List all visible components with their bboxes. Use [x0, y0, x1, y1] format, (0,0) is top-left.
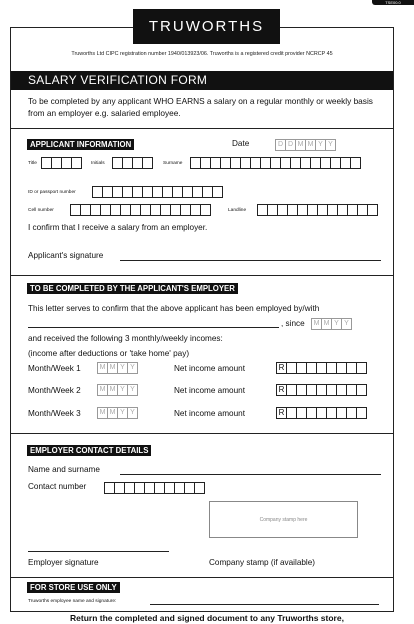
char-box[interactable]: M [311, 318, 322, 330]
intro-text: To be completed by any applicant WHO EARNS a salary on a regular monthly or weekly basis from an employer e.g. salaried employee. [28, 96, 373, 118]
store-employee-label: Truworths employee name and signature: [28, 599, 117, 604]
char-box[interactable] [212, 186, 223, 198]
char-box[interactable]: Y [117, 362, 128, 374]
net-income-boxes[interactable] [276, 407, 367, 419]
section-divider [10, 577, 394, 578]
month-week-label: Month/Week 3 [28, 409, 81, 418]
id-number-field[interactable] [92, 186, 223, 198]
company-stamp-box: Company stamp here [209, 501, 358, 538]
char-box[interactable] [356, 362, 367, 374]
applicant-signature-label: Applicant's signature [28, 251, 104, 260]
net-income-label: Net income amount [174, 409, 245, 418]
char-box[interactable] [367, 204, 378, 216]
applicant-signature-line[interactable] [120, 260, 381, 261]
char-box[interactable]: M [107, 384, 118, 396]
month-week-boxes[interactable] [97, 362, 138, 374]
date-boxes[interactable] [275, 139, 336, 151]
char-box[interactable]: M [97, 407, 108, 419]
income-text-1: and received the following 3 monthly/weekly incomes: [28, 334, 223, 343]
landline-label: Landline [228, 208, 247, 213]
form-code-tab: TSE00.0 [372, 0, 414, 5]
char-box[interactable] [350, 157, 361, 169]
month-week-label: Month/Week 2 [28, 386, 81, 395]
applicant-heading: APPLICANT INFORMATION [27, 139, 134, 150]
char-box[interactable]: Y [127, 384, 138, 396]
employer-heading: TO BE COMPLETED BY THE APPLICANT'S EMPLOYER [27, 283, 238, 294]
initials-label: Initials [91, 161, 105, 166]
contact-heading: EMPLOYER CONTACT DETAILS [27, 445, 151, 456]
char-box[interactable]: Y [331, 318, 342, 330]
char-box[interactable]: M [107, 362, 118, 374]
employer-name-line[interactable] [28, 327, 279, 328]
char-box[interactable]: R [276, 384, 287, 396]
contact-number-field[interactable] [104, 482, 205, 494]
char-box[interactable]: D [285, 139, 296, 151]
employer-signature-label: Employer signature [28, 558, 99, 567]
char-box[interactable]: M [295, 139, 306, 151]
char-box[interactable] [356, 384, 367, 396]
landline-field[interactable] [257, 204, 378, 216]
char-box[interactable]: Y [117, 407, 128, 419]
title-field[interactable] [41, 157, 82, 169]
char-box[interactable]: R [276, 407, 287, 419]
char-box[interactable]: Y [341, 318, 352, 330]
char-box[interactable]: M [97, 384, 108, 396]
footer-text: Return the completed and signed document to any Truworths store, [70, 613, 344, 623]
char-box[interactable] [356, 407, 367, 419]
char-box[interactable]: M [97, 362, 108, 374]
char-box[interactable]: Y [117, 384, 128, 396]
char-box[interactable]: M [321, 318, 332, 330]
net-income-label: Net income amount [174, 386, 245, 395]
char-box[interactable]: Y [315, 139, 326, 151]
title-label: Title [28, 161, 37, 166]
char-box[interactable]: R [276, 362, 287, 374]
form-title: SALARY VERIFICATION FORM [11, 71, 393, 90]
store-employee-line[interactable] [150, 604, 379, 605]
month-week-boxes[interactable] [97, 384, 138, 396]
char-box[interactable] [71, 157, 82, 169]
income-text-2: (income after deductions or 'take home' pay) [28, 349, 190, 358]
net-income-label: Net income amount [174, 364, 245, 373]
company-stamp-label: Company stamp (if available) [209, 558, 316, 567]
registration-text: Truworths Ltd CIPC registration number 1940/013923/06. Truworths is a registered credit provider NCRCP 45 [71, 51, 333, 57]
section-divider [10, 433, 394, 434]
net-income-boxes[interactable] [276, 384, 367, 396]
employment-letter-text: This letter serves to confirm that the above applicant has been employed by/with [28, 304, 320, 313]
date-label: Date [232, 139, 250, 148]
char-box[interactable]: Y [127, 407, 138, 419]
section-divider [10, 275, 394, 276]
char-box[interactable]: M [305, 139, 316, 151]
id-label: ID or passport number [28, 190, 76, 195]
initials-field[interactable] [112, 157, 153, 169]
char-box[interactable]: Y [127, 362, 138, 374]
store-heading: FOR STORE USE ONLY [27, 582, 120, 593]
since-label: , since [281, 319, 305, 328]
contact-number-label: Contact number [28, 482, 87, 491]
char-box[interactable] [194, 482, 205, 494]
char-box[interactable]: Y [325, 139, 336, 151]
char-box[interactable]: M [107, 407, 118, 419]
section-divider [10, 128, 394, 129]
month-week-boxes[interactable] [97, 407, 138, 419]
surname-label: Surname [163, 161, 183, 166]
employer-signature-line[interactable] [28, 551, 169, 552]
surname-field[interactable] [190, 157, 361, 169]
char-box[interactable] [200, 204, 211, 216]
truworths-logo: TRUWORTHS [133, 9, 280, 44]
confirm-text: I confirm that I receive a salary from an employer. [28, 223, 208, 232]
cell-number-field[interactable] [70, 204, 211, 216]
since-boxes[interactable] [311, 318, 352, 330]
name-surname-line[interactable] [120, 474, 381, 475]
char-box[interactable] [142, 157, 153, 169]
name-surname-label: Name and surname [28, 465, 100, 474]
cell-label: Cell number [28, 208, 54, 213]
net-income-boxes[interactable] [276, 362, 367, 374]
month-week-label: Month/Week 1 [28, 364, 81, 373]
char-box[interactable]: D [275, 139, 286, 151]
